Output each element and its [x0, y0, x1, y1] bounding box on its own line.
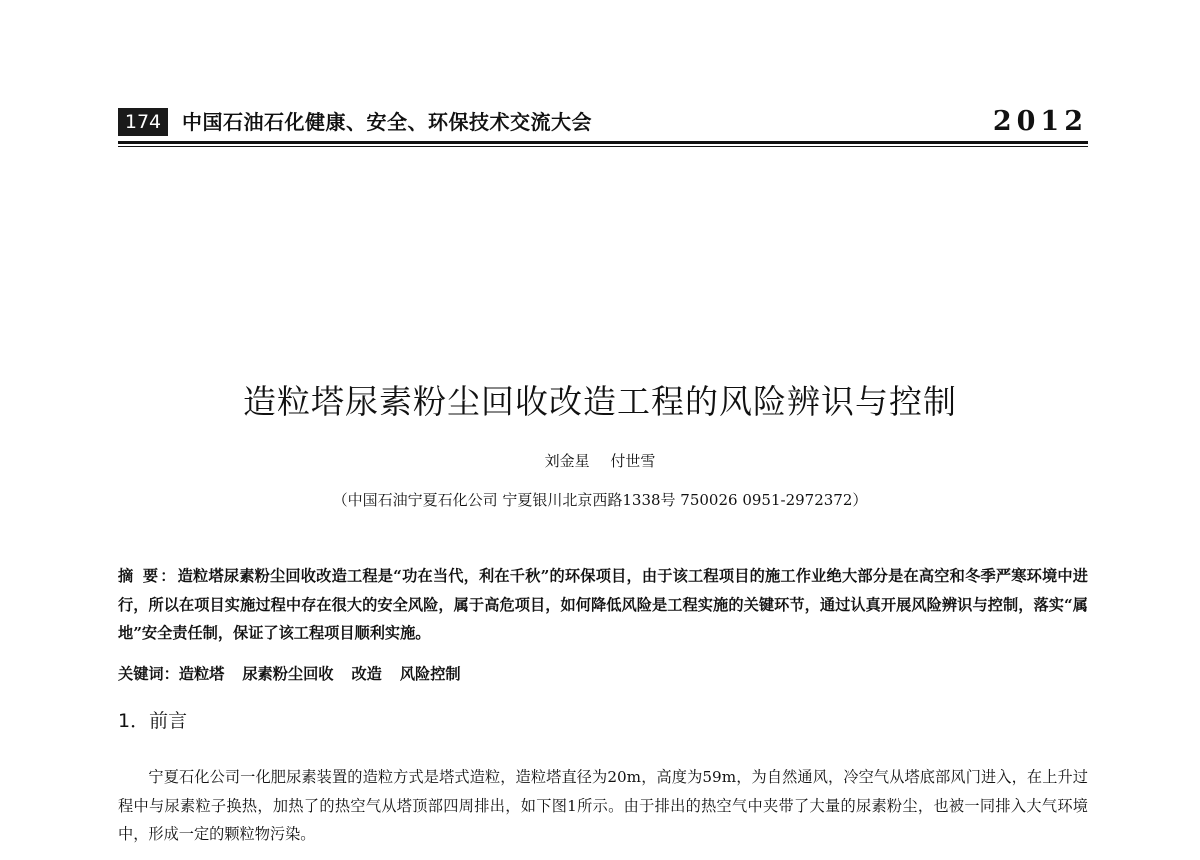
running-header: [118, 104, 1088, 140]
page-number: 174: [118, 108, 168, 136]
keywords: [118, 661, 1088, 687]
header-rule-thin: [118, 146, 1088, 147]
abstract: [118, 562, 1088, 648]
abstract-text: 造粒塔尿素粉尘回收改造工程是“功在当代，利在千秋”的环保项目，由于该工程项目的施工作业绝大部分是在高空和冬季严寒环境中进行，所以在项目实施过程中存在很大的安全风险，属于高危项目，如何降低风险是工程实施的关键环节，通过认真开展风险辨识与控制，落实“属地”安全责任制，保证了该工程项目顺利实施。: [118, 567, 1088, 642]
keyword-item: 尿素粉尘回收: [242, 665, 334, 683]
conference-title: 中国石油石化健康、安全、环保技术交流大会: [182, 110, 592, 134]
keyword-item: 风险控制: [399, 665, 461, 683]
keywords-label: 关键词：: [118, 665, 179, 683]
paper-authors: 刘金星 付世雪: [544, 452, 656, 470]
section-heading: 1．前言: [118, 710, 188, 732]
keyword-item: 造粒塔: [178, 665, 225, 683]
body-paragraph: 宁夏石化公司一化肥尿素装置的造粒方式是塔式造粒，造粒塔直径为20m，高度为59m，为自然通风，冷空气从塔底部风门进入，在上升过程中与尿素粒子换热，加热了的热空气从塔顶部四周排出，如下图1所示。由于排出的热空气中夹带了大量的尿素粉尘，也被一同排入大气环境中，形成一定的颗粒物污染。: [118, 768, 1088, 843]
paper-affiliation: （中国石油宁夏石化公司 宁夏银川北京西路1338号 750026 0951-2972372）: [332, 491, 868, 509]
abstract-label: 摘 要：: [118, 567, 178, 585]
paper-title: 造粒塔尿素粉尘回收改造工程的风险辨识与控制: [243, 382, 957, 421]
year-label: 2012: [992, 106, 1088, 137]
keyword-item: 改造: [351, 665, 382, 683]
header-rule-thick: [118, 141, 1088, 144]
